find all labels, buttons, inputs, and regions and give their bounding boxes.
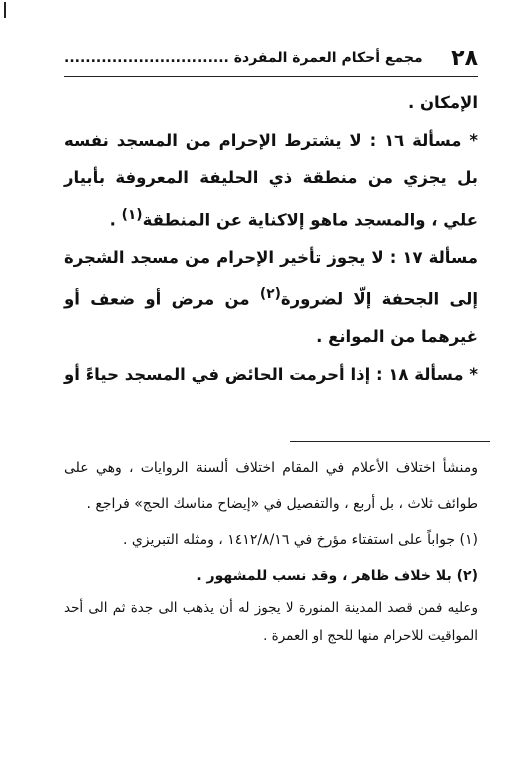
issue-16-text: لا يشترط الإحرام من المسجد نفسه بل يجزي من منطقة ذي الحليفة المعروفة بأبيار علي ، والمسجد ماهو إلاكناية عن المنطقة bbox=[64, 130, 478, 229]
footnote-ref-1: (١) bbox=[121, 206, 143, 223]
footnote-ref-2: (٢) bbox=[259, 286, 281, 302]
running-title: مجمع أحكام العمرة المفردة ............................... bbox=[64, 50, 423, 66]
issue-16-end: . bbox=[109, 210, 122, 229]
issue-17 bbox=[64, 239, 478, 356]
issue-18-text: إذا أحرمت الحائض في المسجد حياءً أو bbox=[64, 364, 376, 384]
page-number: ٢٨ bbox=[451, 45, 478, 71]
footnote-2: (٢) بلا خلاف ظاهر ، وقد نسب للمشهور . bbox=[196, 568, 478, 584]
page-header bbox=[64, 40, 478, 77]
issue-17-text-b: من مرض أو ضعف أو غيرهما من الموانع . bbox=[64, 289, 478, 346]
footnote-separator bbox=[290, 441, 490, 442]
issue-18-label: * مسألة ١٨ : bbox=[375, 364, 478, 384]
page-edge-mark bbox=[4, 2, 6, 18]
issue-16 bbox=[64, 122, 478, 239]
issue-18 bbox=[64, 356, 478, 394]
issue-17-label: مسألة ١٧ : bbox=[389, 247, 479, 267]
footnote-intro: ومنشأ اختلاف الأعلام في المقام اختلاف ألسنة الروايات ، وهي على طوائف ثلاث ، بل أربع ، والتفصيل في «إيضاح مناسك الحج» فراجع . bbox=[64, 460, 478, 512]
footnote-1: (١) جواباً على استفتاء مؤرخ في ١٤١٢/٨/١٦ ، ومثله التبريزي . bbox=[122, 532, 478, 548]
continuation-line: الإمكان . bbox=[407, 93, 478, 112]
issue-16-label: * مسألة ١٦ : bbox=[369, 130, 479, 150]
footnotes bbox=[64, 450, 478, 650]
issue-17-text-a: لا يجوز تأخير الإحرام من مسجد الشجرة إلى الجحفة إلّا لضرورة bbox=[64, 247, 479, 309]
footnote-2-continuation: وعليه فمن قصد المدينة المنورة لا يجوز له أن يذهب الى جدة ثم الى أحد المواقيت للاحرام منها للحج او العمرة . bbox=[64, 600, 478, 644]
main-text bbox=[64, 84, 478, 393]
